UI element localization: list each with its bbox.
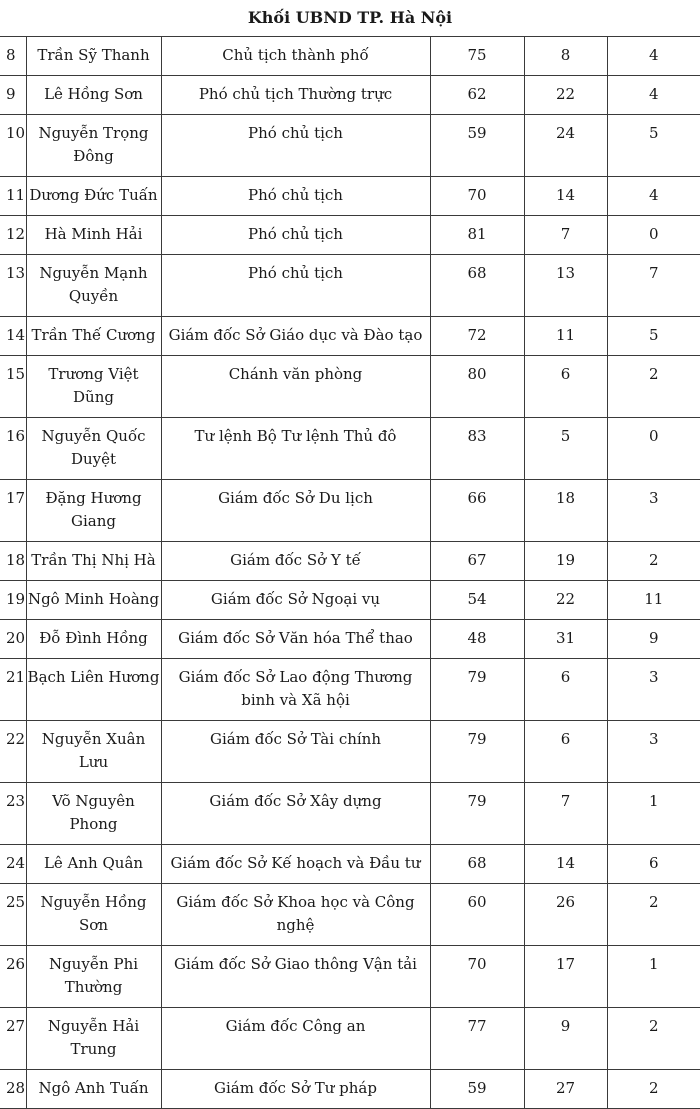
value-b-cell: 31: [524, 620, 607, 659]
name-cell: Đỗ Đình Hồng: [26, 620, 161, 659]
position-cell: Giám đốc Sở Khoa học và Công nghệ: [161, 884, 430, 946]
name-cell: Trần Thế Cương: [26, 317, 161, 356]
position-cell: Chánh văn phòng: [161, 356, 430, 418]
value-b-cell: 14: [524, 177, 607, 216]
table-row: [0, 1008, 700, 1070]
row-number-cell: 15: [0, 356, 26, 418]
position-cell: Giám đốc Sở Văn hóa Thể thao: [161, 620, 430, 659]
value-a-cell: 70: [430, 946, 524, 1008]
value-a-cell: 67: [430, 542, 524, 581]
table-row: [0, 1070, 700, 1109]
value-c-cell: 3: [607, 480, 700, 542]
value-a-cell: 54: [430, 581, 524, 620]
table-row: [0, 356, 700, 418]
row-number-cell: 13: [0, 255, 26, 317]
table-row: [0, 845, 700, 884]
row-number-cell: 16: [0, 418, 26, 480]
name-cell: Bạch Liên Hương: [26, 659, 161, 721]
position-cell: Giám đốc Sở Lao động Thương binh và Xã hội: [161, 659, 430, 721]
name-cell: Ngô Anh Tuấn: [26, 1070, 161, 1109]
value-b-cell: 19: [524, 542, 607, 581]
row-number-cell: 11: [0, 177, 26, 216]
value-c-cell: 4: [607, 177, 700, 216]
value-c-cell: 6: [607, 845, 700, 884]
value-a-cell: 66: [430, 480, 524, 542]
table-row: [0, 216, 700, 255]
value-c-cell: 5: [607, 317, 700, 356]
name-cell: Nguyễn Mạnh Quyền: [26, 255, 161, 317]
value-b-cell: 18: [524, 480, 607, 542]
name-cell: Nguyễn Phi Thường: [26, 946, 161, 1008]
value-a-cell: 72: [430, 317, 524, 356]
value-b-cell: 8: [524, 37, 607, 76]
name-cell: Lê Hồng Sơn: [26, 76, 161, 115]
position-cell: Giám đốc Sở Ngoại vụ: [161, 581, 430, 620]
name-cell: Nguyễn Trọng Đông: [26, 115, 161, 177]
table-row: [0, 946, 700, 1008]
table-row: [0, 884, 700, 946]
value-c-cell: 1: [607, 946, 700, 1008]
row-number-cell: 17: [0, 480, 26, 542]
value-b-cell: 7: [524, 216, 607, 255]
value-a-cell: 62: [430, 76, 524, 115]
row-number-cell: 18: [0, 542, 26, 581]
position-cell: Giám đốc Sở Tư pháp: [161, 1070, 430, 1109]
position-cell: Giám đốc Sở Giáo dục và Đào tạo: [161, 317, 430, 356]
position-cell: Phó chủ tịch: [161, 177, 430, 216]
value-a-cell: 81: [430, 216, 524, 255]
value-a-cell: 79: [430, 783, 524, 845]
position-cell: Chủ tịch thành phố: [161, 37, 430, 76]
value-c-cell: 2: [607, 884, 700, 946]
value-c-cell: 3: [607, 659, 700, 721]
table-title: Khối UBND TP. Hà Nội: [247, 8, 453, 27]
table-row: [0, 418, 700, 480]
value-c-cell: 0: [607, 216, 700, 255]
table-row: [0, 317, 700, 356]
value-b-cell: 22: [524, 581, 607, 620]
value-a-cell: 75: [430, 37, 524, 76]
value-a-cell: 68: [430, 255, 524, 317]
position-cell: Giám đốc Sở Kế hoạch và Đầu tư: [161, 845, 430, 884]
table-row: [0, 659, 700, 721]
value-a-cell: 48: [430, 620, 524, 659]
value-b-cell: 17: [524, 946, 607, 1008]
name-cell: Ngô Minh Hoàng: [26, 581, 161, 620]
row-number-cell: 23: [0, 783, 26, 845]
table-row: [0, 721, 700, 783]
name-cell: Dương Đức Tuấn: [26, 177, 161, 216]
position-cell: Phó chủ tịch Thường trực: [161, 76, 430, 115]
table-row: [0, 480, 700, 542]
value-b-cell: 9: [524, 1008, 607, 1070]
table-row: [0, 783, 700, 845]
table-row: [0, 620, 700, 659]
row-number-cell: 19: [0, 581, 26, 620]
value-a-cell: 80: [430, 356, 524, 418]
row-number-cell: 9: [0, 76, 26, 115]
position-cell: Giám đốc Sở Du lịch: [161, 480, 430, 542]
name-cell: Hà Minh Hải: [26, 216, 161, 255]
name-cell: Võ Nguyên Phong: [26, 783, 161, 845]
value-b-cell: 14: [524, 845, 607, 884]
value-a-cell: 79: [430, 721, 524, 783]
value-b-cell: 26: [524, 884, 607, 946]
row-number-cell: 12: [0, 216, 26, 255]
value-c-cell: 2: [607, 1008, 700, 1070]
value-b-cell: 27: [524, 1070, 607, 1109]
value-c-cell: 2: [607, 542, 700, 581]
name-cell: Nguyễn Quốc Duyệt: [26, 418, 161, 480]
value-c-cell: 5: [607, 115, 700, 177]
position-cell: Phó chủ tịch: [161, 255, 430, 317]
value-a-cell: 70: [430, 177, 524, 216]
row-number-cell: 21: [0, 659, 26, 721]
row-number-cell: 26: [0, 946, 26, 1008]
table-row: [0, 115, 700, 177]
table-body: [0, 37, 700, 1109]
value-c-cell: 2: [607, 356, 700, 418]
value-c-cell: 3: [607, 721, 700, 783]
value-c-cell: 1: [607, 783, 700, 845]
value-c-cell: 11: [607, 581, 700, 620]
value-c-cell: 0: [607, 418, 700, 480]
value-a-cell: 77: [430, 1008, 524, 1070]
officials-table: [0, 36, 700, 1109]
row-number-cell: 8: [0, 37, 26, 76]
position-cell: Giám đốc Sở Tài chính: [161, 721, 430, 783]
row-number-cell: 14: [0, 317, 26, 356]
row-number-cell: 20: [0, 620, 26, 659]
value-c-cell: 9: [607, 620, 700, 659]
value-a-cell: 60: [430, 884, 524, 946]
value-c-cell: 7: [607, 255, 700, 317]
position-cell: Giám đốc Công an: [161, 1008, 430, 1070]
value-c-cell: 2: [607, 1070, 700, 1109]
value-c-cell: 4: [607, 37, 700, 76]
position-cell: Giám đốc Sở Y tế: [161, 542, 430, 581]
table-row: [0, 542, 700, 581]
value-b-cell: 6: [524, 659, 607, 721]
table-row: [0, 37, 700, 76]
row-number-cell: 25: [0, 884, 26, 946]
table-row: [0, 76, 700, 115]
name-cell: Đặng Hương Giang: [26, 480, 161, 542]
value-b-cell: 5: [524, 418, 607, 480]
name-cell: Trần Sỹ Thanh: [26, 37, 161, 76]
value-a-cell: 68: [430, 845, 524, 884]
value-a-cell: 59: [430, 1070, 524, 1109]
value-b-cell: 24: [524, 115, 607, 177]
name-cell: Nguyễn Xuân Lưu: [26, 721, 161, 783]
table-row: [0, 581, 700, 620]
row-number-cell: 24: [0, 845, 26, 884]
value-b-cell: 7: [524, 783, 607, 845]
name-cell: Nguyễn Hải Trung: [26, 1008, 161, 1070]
name-cell: Nguyễn Hồng Sơn: [26, 884, 161, 946]
name-cell: Trần Thị Nhị Hà: [26, 542, 161, 581]
name-cell: Lê Anh Quân: [26, 845, 161, 884]
position-cell: Tư lệnh Bộ Tư lệnh Thủ đô: [161, 418, 430, 480]
value-b-cell: 6: [524, 721, 607, 783]
value-b-cell: 6: [524, 356, 607, 418]
value-b-cell: 13: [524, 255, 607, 317]
value-b-cell: 22: [524, 76, 607, 115]
table-row: [0, 255, 700, 317]
value-a-cell: 59: [430, 115, 524, 177]
row-number-cell: 22: [0, 721, 26, 783]
row-number-cell: 10: [0, 115, 26, 177]
position-cell: Giám đốc Sở Giao thông Vận tải: [161, 946, 430, 1008]
position-cell: Giám đốc Sở Xây dựng: [161, 783, 430, 845]
row-number-cell: 28: [0, 1070, 26, 1109]
row-number-cell: 27: [0, 1008, 26, 1070]
position-cell: Phó chủ tịch: [161, 216, 430, 255]
value-b-cell: 11: [524, 317, 607, 356]
value-a-cell: 83: [430, 418, 524, 480]
name-cell: Trương Việt Dũng: [26, 356, 161, 418]
value-a-cell: 79: [430, 659, 524, 721]
position-cell: Phó chủ tịch: [161, 115, 430, 177]
table-row: [0, 177, 700, 216]
value-c-cell: 4: [607, 76, 700, 115]
